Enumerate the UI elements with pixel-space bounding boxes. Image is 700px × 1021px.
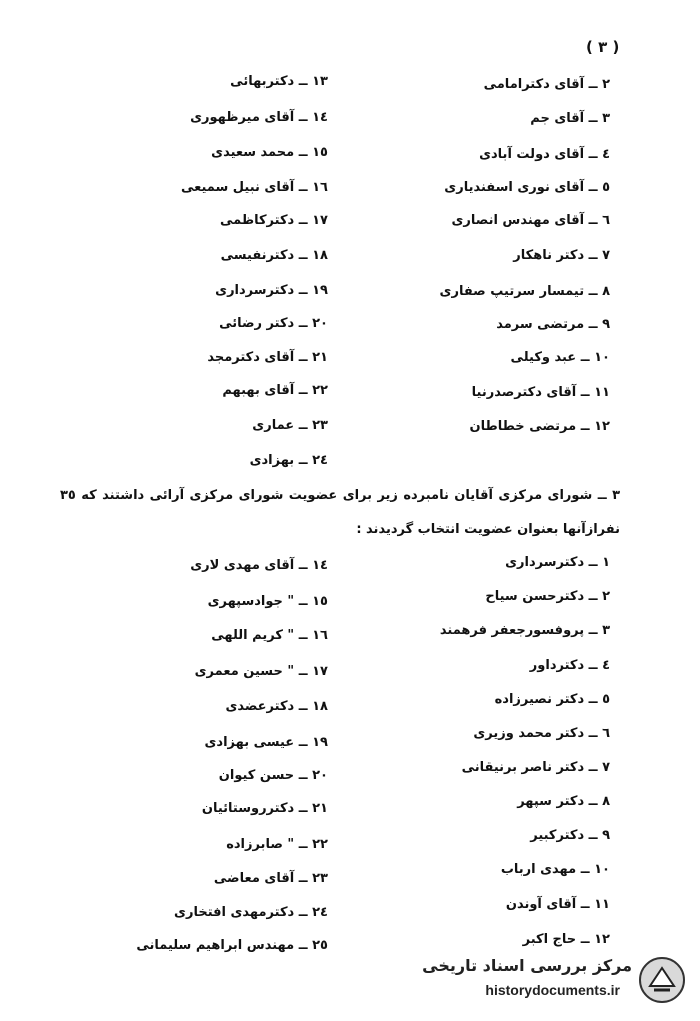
list2-right-item: ٢ ــ دکترحسن سیاح (485, 589, 610, 604)
list1-right-item: ٣ ــ آقای جم (530, 111, 610, 126)
list2-left-item: ٢٣ ــ آقای معاضی (213, 871, 328, 886)
list2-left-item: ٢١ ــ دکترروستائیان (201, 801, 328, 816)
list2-right-item: ٧ ــ دکتر ناصر برنیقانی (461, 760, 610, 775)
list2-left-item: ٢٠ ــ حسن کیوان (218, 768, 328, 783)
list1-left-item: ٢٢ ــ آقای بهبهم (222, 383, 328, 398)
list1-right-item: ٩ ــ مرتضی سرمد (496, 317, 610, 332)
list2-right-item: ٩ ــ دکترکبیر (530, 828, 610, 843)
list1-left-item: ١٥ ــ محمد سعیدی (211, 145, 328, 160)
list1-left-item: ١٩ ــ دکترسرداری (215, 283, 328, 298)
list1-left-item: ٢١ ــ آقای دکترمجد (207, 350, 328, 365)
list1-left-item: ٢٤ ــ بهزادی (249, 453, 328, 468)
list2-left-item: ٢٢ ــ " صابرزاده (226, 837, 328, 852)
list1-left-item: ٢٠ ــ دکتر رضائی (219, 316, 328, 331)
list1-left-item: ١٧ ــ دکترکاظمی (220, 213, 328, 228)
list2-left-item: ٢٥ ــ مهندس ابراهیم سلیمانی (136, 938, 328, 953)
list2-left-item: ١٥ ــ " جوادسپهری (207, 594, 328, 609)
list2-left-item: ١٩ ــ عیسی بهزادی (204, 735, 328, 750)
watermark (410, 952, 690, 1010)
list1-right-item: ٢ ــ آقای دکترامامی (483, 77, 610, 92)
page-number: ( ٣ ) (586, 38, 620, 56)
list2-right-item: ٦ ــ دکتر محمد وزیری (473, 726, 610, 741)
list2-right-item: ١٠ ــ مهدی ارباب (500, 862, 610, 877)
list2-right-item: ١٢ ــ حاج اکبر (522, 932, 610, 947)
list1-right-item: ٧ ــ دکتر ناهکار (513, 248, 610, 263)
list1-left-item: ١٤ ــ آقای میرظهوری (190, 110, 328, 125)
list2-right-item: ٣ ــ پروفسورجعفر فرهمند (439, 623, 610, 638)
list2-right-item: ١ ــ دکترسرداری (505, 555, 610, 570)
list1-left-item: ١٨ ــ دکترنفیسی (220, 248, 328, 263)
list1-left-item: ١٦ ــ آقای نبیل سمیعی (180, 180, 328, 195)
archive-logo-icon (638, 956, 686, 1004)
section-paragraph: ٣ ــ شورای مرکزی آقایان نامبرده زیر برای عضویت شورای مرکزی آرائی داشتند که ٣٥ نفرازآنها بعنوان عضویت انتخاب گردیدند : (60, 488, 620, 537)
list1-right-item: ٥ ــ آقای نوری اسفندیاری (444, 180, 610, 195)
watermark-persian-text: مرکز بررسی اسناد تاریخی (422, 956, 632, 975)
list2-right-item: ٥ ــ دکتر نصیرزاده (494, 692, 610, 707)
list2-left-item: ١٨ ــ دکترعضدی (225, 699, 328, 714)
list1-right-item: ٦ ــ آقای مهندس انصاری (451, 213, 610, 228)
watermark-url-text: historydocuments.ir (485, 982, 620, 998)
list2-left-item: ١٤ ــ آقای مهدی لاری (190, 558, 328, 573)
list1-right-item: ٤ ــ آقای دولت آبادی (479, 147, 610, 162)
list1-left-item: ٢٣ ــ عمارى (252, 418, 328, 433)
list2-left-item: ١٧ ــ " حسین معمری (194, 664, 328, 679)
list2-left-item: ٢٤ ــ دکترمهدی افتخاری (174, 905, 328, 920)
list1-right-item: ١١ ــ آقای دکترصدرنیا (471, 385, 610, 400)
list2-right-item: ٤ ــ دکترداور (529, 658, 610, 673)
list2-left-item: ١٦ ــ " کریم اللهی (211, 628, 328, 643)
list2-right-item: ١١ ــ آقای آوندن (505, 897, 610, 912)
list2-right-item: ٨ ــ دکتر سپهر (517, 794, 610, 809)
list1-right-item: ١٠ ــ عبد وکیلی (510, 350, 610, 365)
list1-right-item: ١٢ ــ مرتضی خطاطان (469, 419, 610, 434)
list1-left-item: ١٣ ــ دکتربهائی (230, 74, 328, 89)
list1-right-item: ٨ ــ تیمسار سرتیپ صفاری (439, 284, 610, 299)
